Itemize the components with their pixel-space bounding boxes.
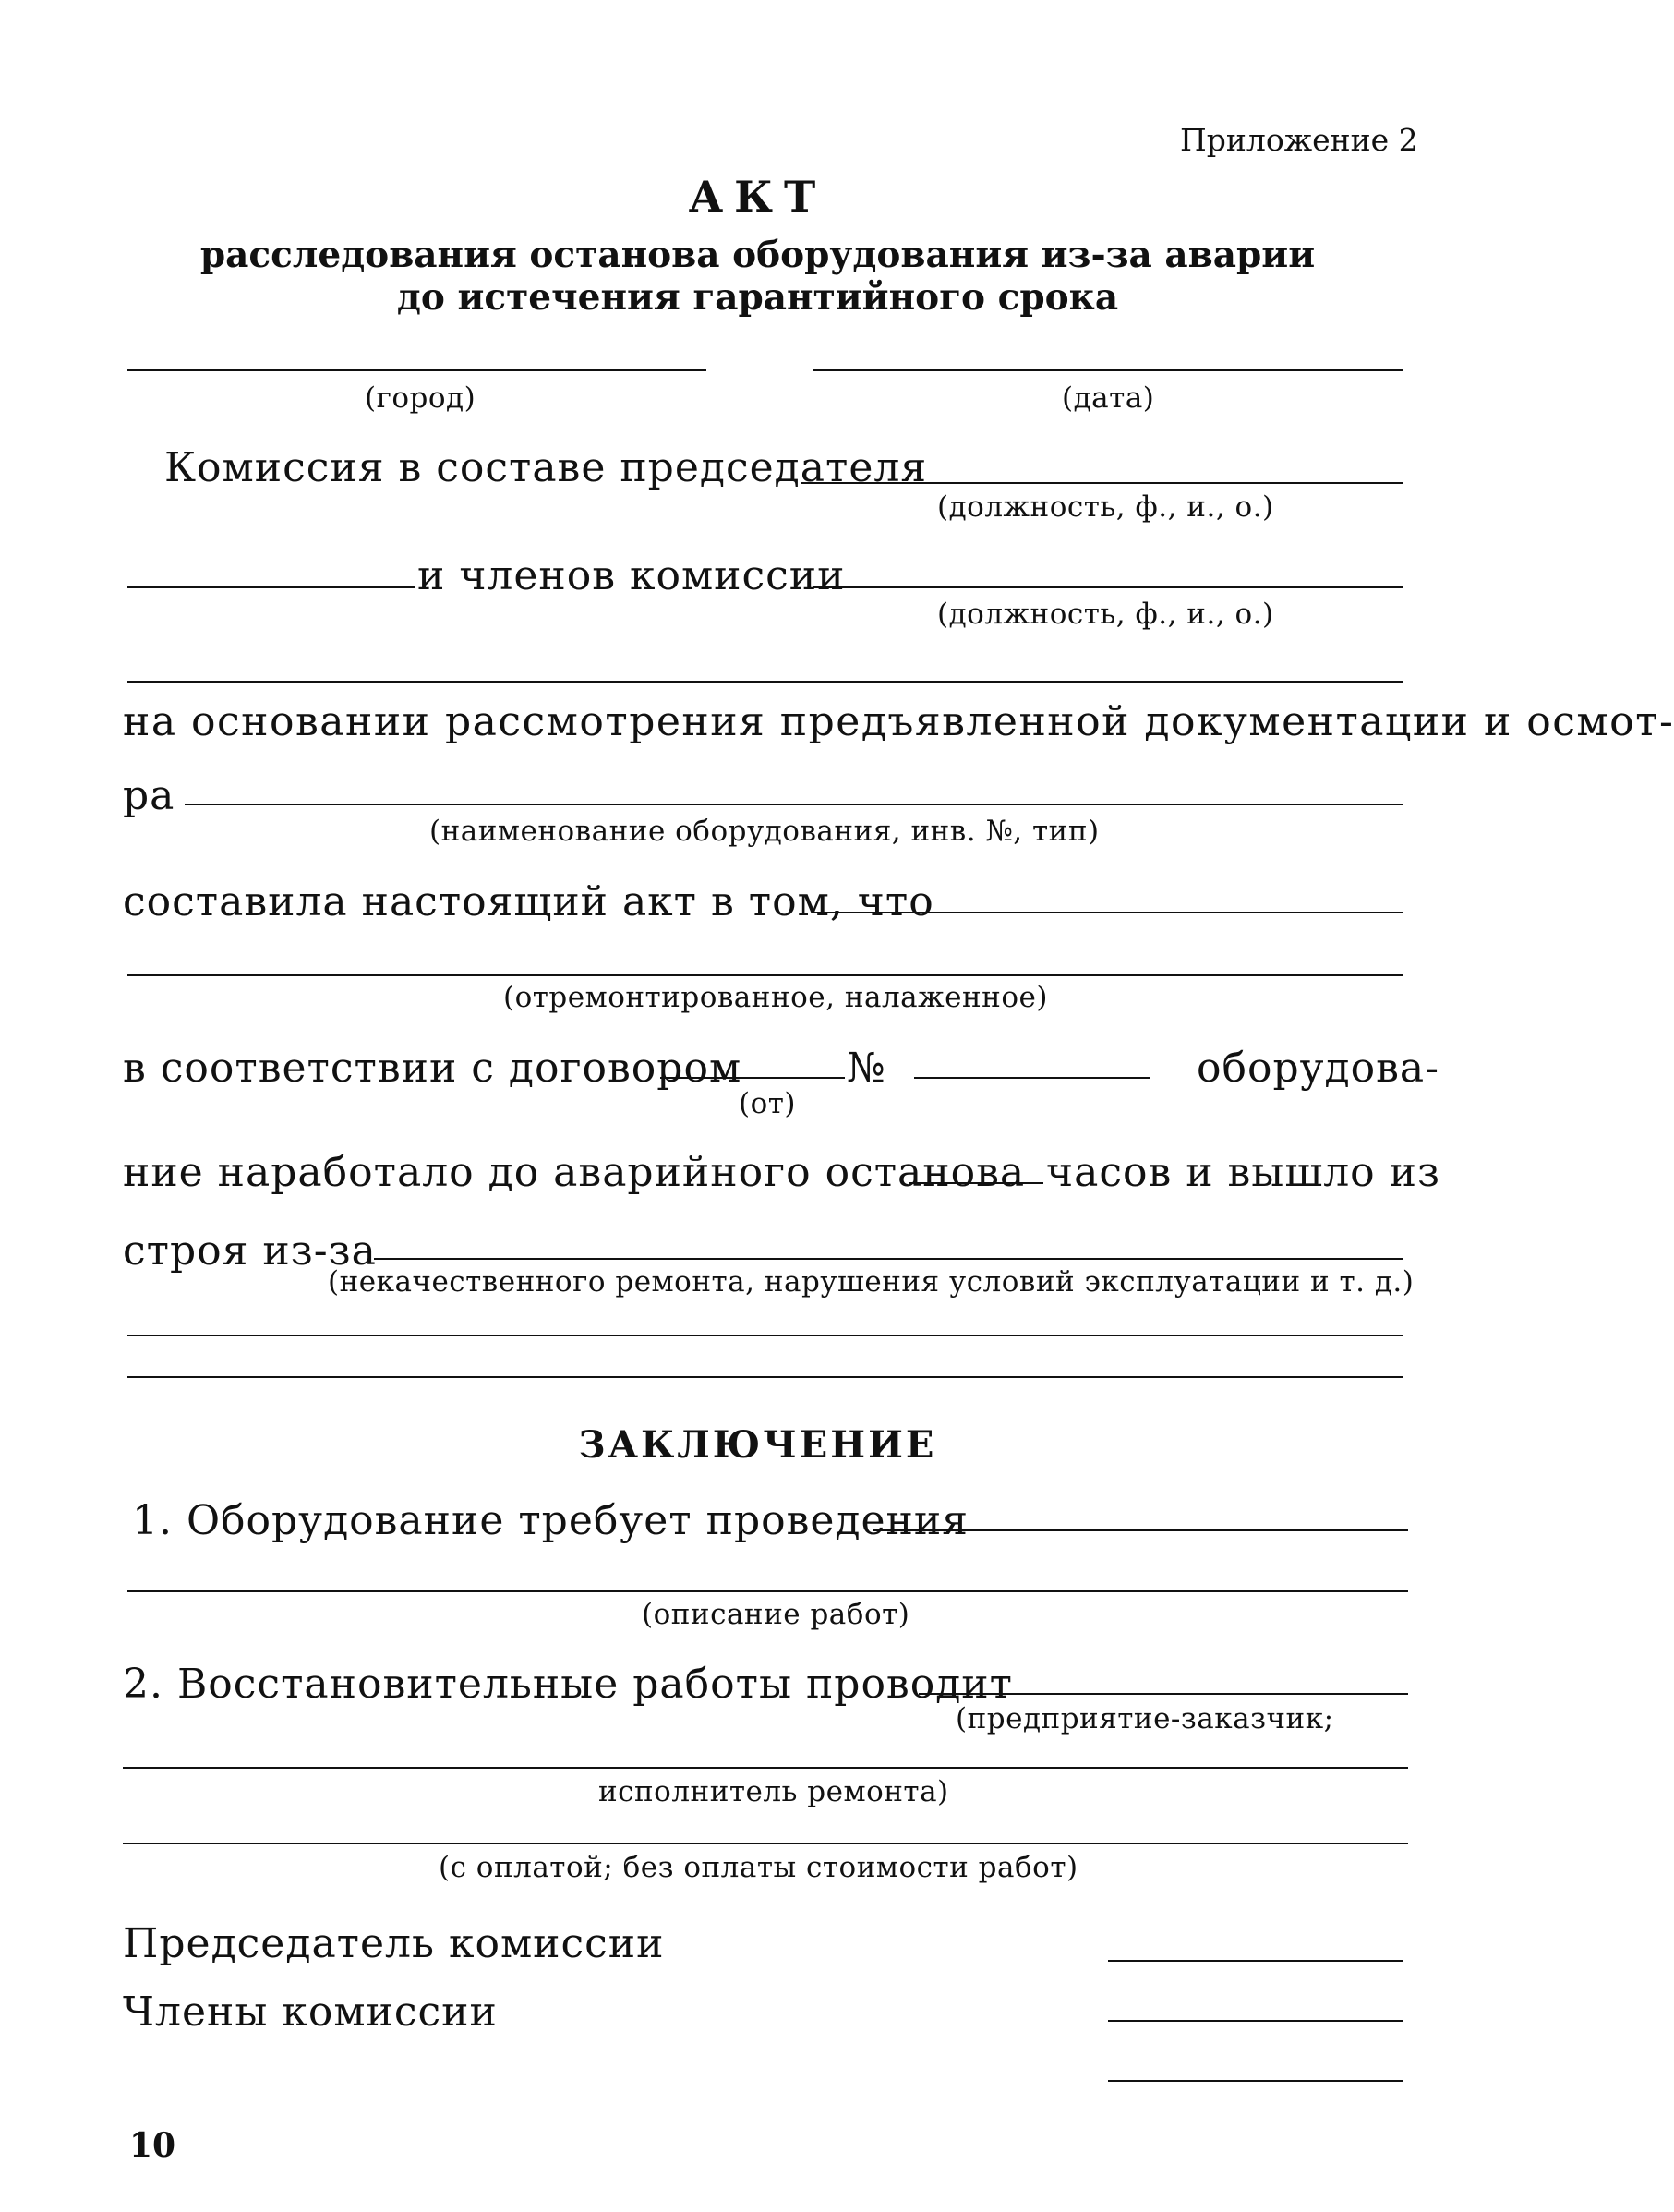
conclusion-heading: ЗАКЛЮЧЕНИЕ <box>578 1423 937 1467</box>
payment-hint: (с оплатой; без оплаты стоимости работ) <box>439 1851 1078 1884</box>
chair-field-line[interactable] <box>801 482 1403 484</box>
work-field-line[interactable] <box>873 1529 1408 1531</box>
commission-chair-label: Комиссия в составе председателя <box>164 444 928 491</box>
document-subtitle-line-1: расследования останова оборудования из-за аварии <box>199 234 1316 276</box>
contract-number-line[interactable] <box>914 1077 1150 1079</box>
members-position-hint: (должность, ф., и., о.) <box>937 598 1274 631</box>
member-signature-line-1[interactable] <box>1108 2020 1403 2022</box>
reasons-continuation-line-2[interactable] <box>127 1376 1403 1378</box>
members-label: и членов комиссии <box>417 552 846 599</box>
work-description-hint: (описание работ) <box>642 1598 910 1631</box>
contract-equipment-text: оборудова- <box>1197 1045 1439 1092</box>
city-hint: (город) <box>365 381 476 415</box>
work-description-line[interactable] <box>127 1590 1408 1592</box>
chair-signature-label: Председатель комиссии <box>123 1920 665 1967</box>
contract-text: в соответствии с договором <box>123 1045 742 1092</box>
conclusion-item-2: 2. Восстановительные работы проводит <box>123 1661 1013 1708</box>
equipment-field-line[interactable] <box>185 804 1403 805</box>
hours-field-line[interactable] <box>909 1182 1043 1184</box>
repaired-field-line[interactable] <box>127 974 1403 976</box>
document-title: АКТ <box>688 172 827 222</box>
members-field-line[interactable] <box>813 586 1403 588</box>
members-continuation-line[interactable] <box>127 681 1403 683</box>
conclusion-item-1: 1. Оборудование требует проведения <box>132 1497 969 1544</box>
page-number: 10 <box>129 2126 176 2165</box>
contract-date-line[interactable] <box>660 1077 845 1079</box>
repaired-hint: (отремонтированное, налаженное) <box>503 981 1048 1014</box>
basis-continuation: ра <box>123 772 175 819</box>
chair-position-hint: (должность, ф., и., о.) <box>937 490 1274 524</box>
worked-text: ние наработало до аварийного останова <box>123 1149 1026 1196</box>
contractor-field-line[interactable] <box>123 1767 1408 1769</box>
contract-from-hint: (от) <box>739 1087 797 1120</box>
reasons-continuation-line-1[interactable] <box>127 1335 1403 1336</box>
member-signature-line-2[interactable] <box>1108 2080 1403 2082</box>
executor-field-line[interactable] <box>919 1693 1408 1695</box>
date-hint: (дата) <box>1062 381 1155 415</box>
reasons-hint: (некачественного ремонта, нарушения условий эксплуатации и т. д.) <box>328 1265 1415 1299</box>
chair-signature-line[interactable] <box>1108 1960 1403 1962</box>
reasons-field-line[interactable] <box>374 1258 1403 1260</box>
compiled-text: составила настоящий акт в том, что <box>123 878 934 925</box>
contract-number-sign: № <box>847 1045 886 1092</box>
customer-hint: (предприятие-заказчик; <box>956 1702 1334 1735</box>
hours-text: часов и вышло из <box>1046 1149 1440 1196</box>
appendix-label: Приложение 2 <box>1180 122 1418 158</box>
members-prefix-line[interactable] <box>127 586 415 588</box>
city-field-line[interactable] <box>127 369 706 371</box>
payment-field-line[interactable] <box>123 1843 1408 1844</box>
document-subtitle-line-2: до истечения гарантийного срока <box>396 276 1119 319</box>
compiled-field-line[interactable] <box>813 912 1403 913</box>
date-field-line[interactable] <box>813 369 1403 371</box>
equipment-hint: (наименование оборудования, инв. №, тип) <box>429 815 1100 848</box>
basis-text: на основании рассмотрения предъявленной документации и осмот- <box>123 698 1674 745</box>
members-signature-label: Члены комиссии <box>123 1988 498 2036</box>
out-of-order-text: строя из-за <box>123 1227 377 1275</box>
contractor-hint: исполнитель ремонта) <box>598 1775 949 1808</box>
